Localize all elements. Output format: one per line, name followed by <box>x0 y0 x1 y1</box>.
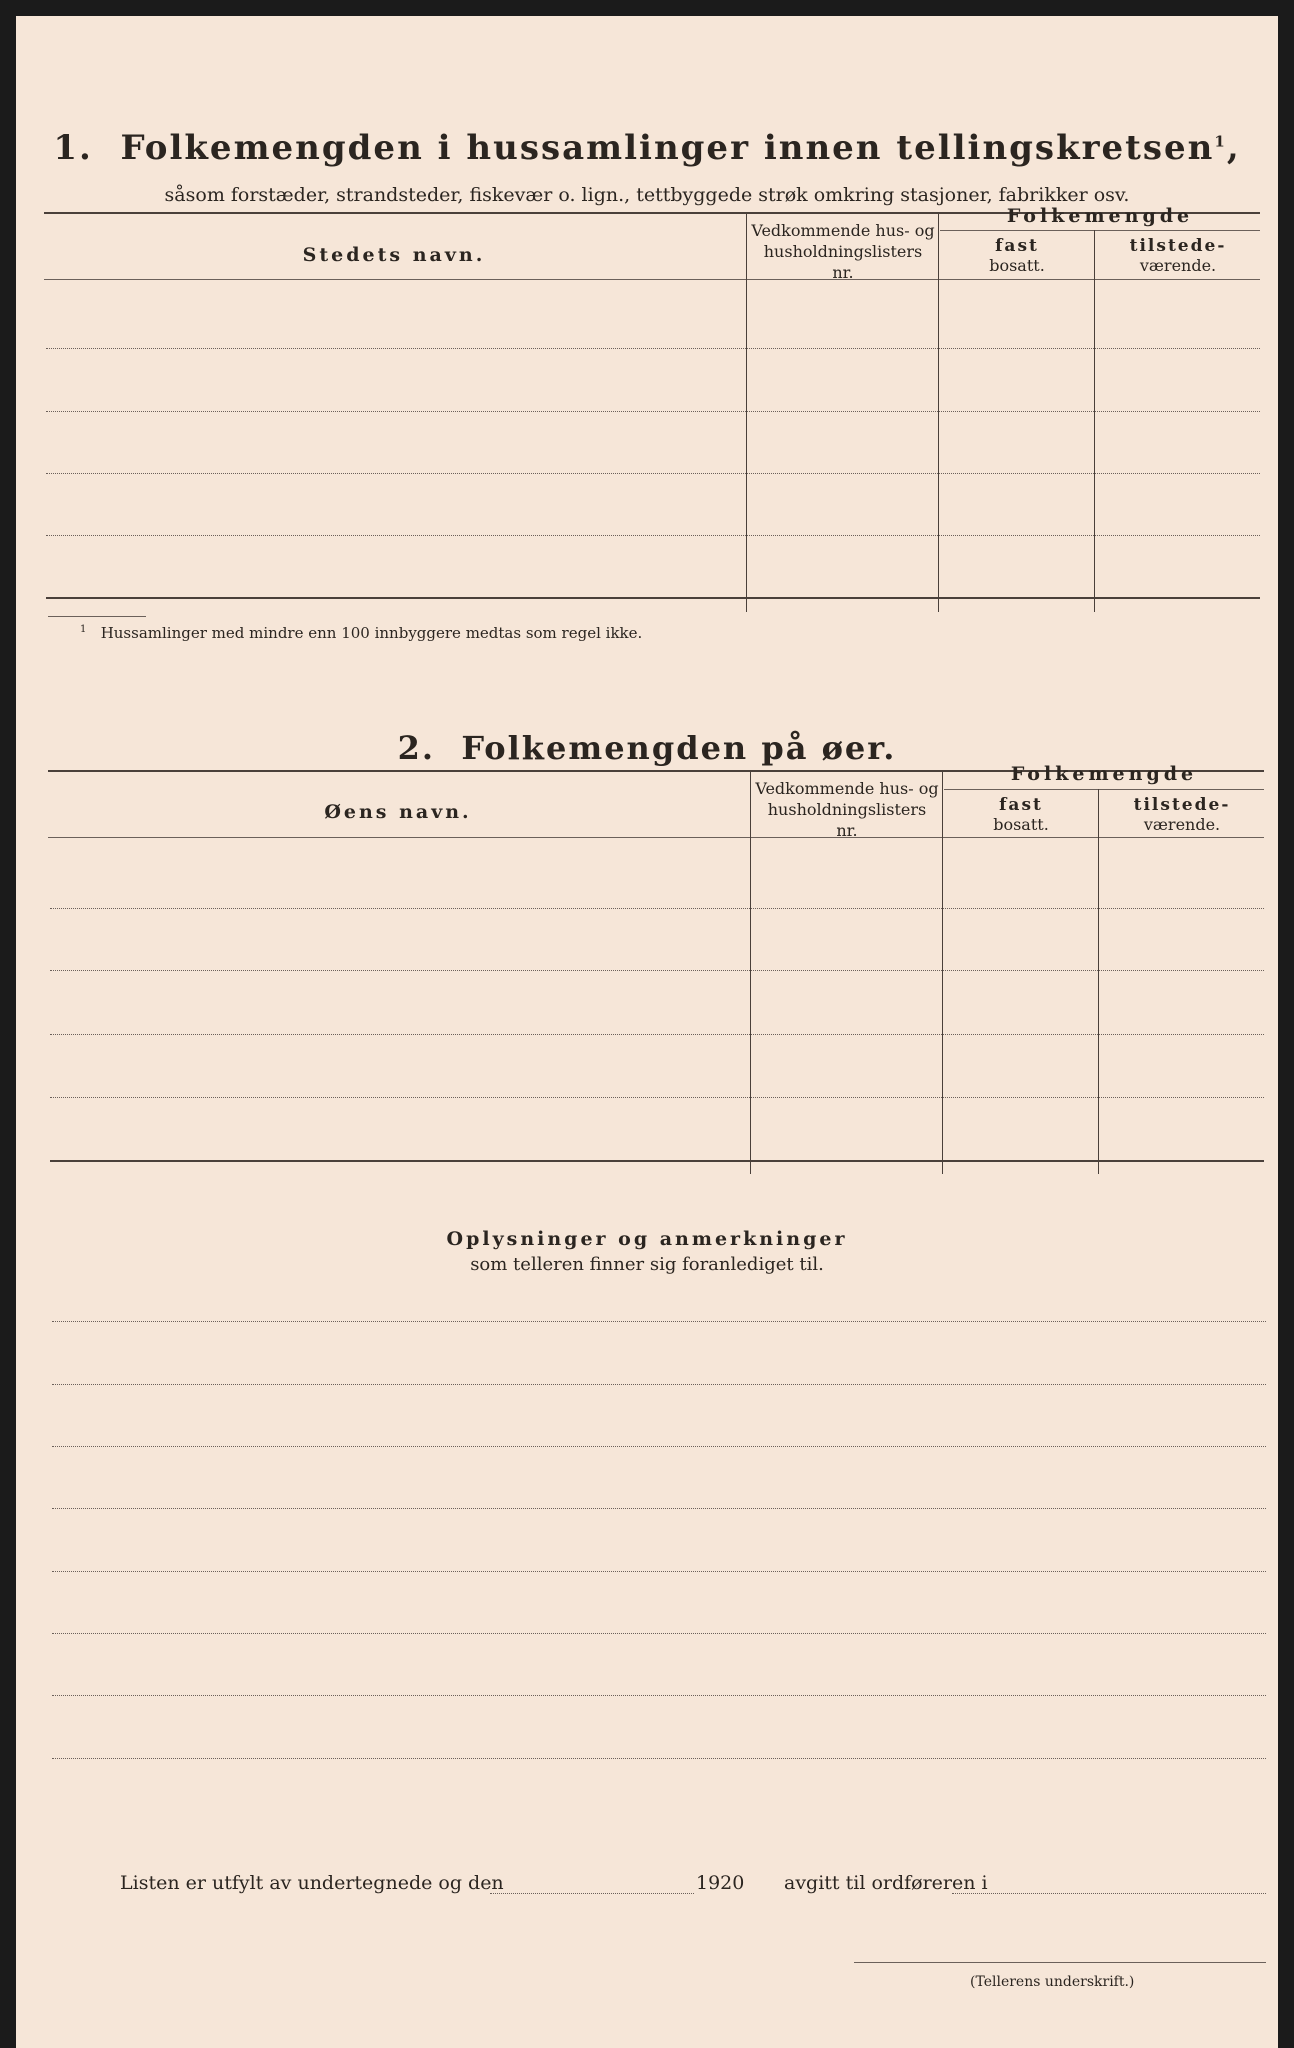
table2-col-fast <box>944 795 1098 835</box>
table1-col-fast <box>940 236 1094 276</box>
remarks-line <box>52 1508 1266 1509</box>
table2-row-line <box>50 1034 1264 1035</box>
table1-folk-rule <box>940 230 1260 231</box>
table1-col-list-line3: nr. <box>832 263 854 282</box>
table2-row-line <box>50 908 1264 909</box>
signature-text-after: avgitt til ordføreren i <box>784 1872 988 1894</box>
remarks-line <box>52 1758 1266 1759</box>
table1-col-folk: Folkemengde <box>1006 205 1194 227</box>
census-form-page <box>16 16 1278 2048</box>
table1-row-line <box>46 411 1260 412</box>
remarks-line <box>52 1384 1266 1385</box>
section1-title-trailing: , <box>1226 128 1241 168</box>
table2-col-folk: Folkemengde <box>1010 763 1198 785</box>
table2-col-divider-1 <box>750 770 751 1174</box>
table2-col-list <box>752 778 942 841</box>
table2-folk-rule <box>944 789 1264 790</box>
remarks-line <box>52 1446 1266 1447</box>
signature-text-before: Listen er utfylt av undertegnede og den <box>120 1872 504 1894</box>
table1-row-line <box>46 473 1260 474</box>
table1-row-line <box>46 348 1260 349</box>
remarks-line <box>52 1321 1266 1322</box>
table1-col-divider-3 <box>1094 230 1095 612</box>
section1-title-footnote-mark: 1 <box>1214 132 1227 151</box>
table2-col-name: Øens navn. <box>324 801 472 823</box>
remarks-line <box>52 1633 1266 1634</box>
section2-title-text: Folkemengden på øer. <box>461 729 897 767</box>
table1-col-list <box>748 220 938 283</box>
table1-col-divider-1 <box>746 212 747 612</box>
section1-subtitle: såsom forstæder, strandsteder, fiskevær o. lign., tettbyggede strøk omkring stasjoner, fabrikker osv. <box>164 184 1130 206</box>
footnote-text: Hussamlinger med mindre enn 100 innbyggere medtas som regel ikke. <box>100 624 643 642</box>
table1-col-divider-2 <box>938 212 939 612</box>
section2-number: 2. <box>397 729 436 767</box>
table1-col-fast-line1: fast <box>995 236 1039 256</box>
remarks-line <box>52 1695 1266 1696</box>
table2-col-list-line3: nr. <box>836 821 858 840</box>
table1-col-list-line1: Vedkommende hus- og <box>751 221 935 240</box>
table2-col-list-line2: husholdningslisters <box>767 800 927 819</box>
table2-col-list-line1: Vedkommende hus- og <box>755 779 939 798</box>
section2-title <box>16 729 1278 767</box>
remarks-subtitle: som telleren finner sig foranlediget til. <box>470 1254 824 1275</box>
remarks-line <box>52 1571 1266 1572</box>
table1-col-tilstede <box>1096 236 1260 276</box>
section1-footnote <box>80 624 642 642</box>
table1-header-rule <box>44 279 1260 280</box>
table2-col-fast-line2: bosatt. <box>993 815 1049 834</box>
signature-label: (Tellerens underskrift.) <box>970 1974 1135 1990</box>
signature-year: 1920 <box>696 1872 745 1894</box>
table1-bottom-rule <box>46 597 1260 599</box>
table2-col-divider-2 <box>942 770 943 1174</box>
table2-col-fast-line1: fast <box>999 795 1043 815</box>
municipality-fill-line <box>952 1893 1266 1894</box>
table2-header-rule <box>48 837 1264 838</box>
table2-col-tilstede-line2: værende. <box>1143 815 1221 834</box>
table2-bottom-rule <box>50 1160 1264 1162</box>
table1-row-line <box>46 535 1260 536</box>
section1-title-text: Folkemengden i hussamlinger innen tellingskretsen <box>120 128 1215 168</box>
section1-number: 1. <box>53 128 93 168</box>
table1-col-list-line2: husholdningslisters <box>763 242 923 261</box>
footnote-rule <box>48 616 146 617</box>
remarks-title: Oplysninger og anmerkninger <box>446 1228 848 1250</box>
date-fill-line <box>490 1893 694 1894</box>
section1-title <box>16 128 1278 168</box>
table2-col-divider-3 <box>1098 789 1099 1174</box>
table1-col-tilstede-line1: tilstede- <box>1129 236 1227 256</box>
signature-rule <box>854 1962 1266 1963</box>
table1-col-fast-line2: bosatt. <box>989 256 1045 275</box>
table2-col-tilstede <box>1100 795 1264 835</box>
table2-row-line <box>50 1097 1264 1098</box>
table1-col-tilstede-line2: værende. <box>1139 256 1217 275</box>
footnote-mark: 1 <box>80 624 87 635</box>
table2-col-tilstede-line1: tilstede- <box>1133 795 1231 815</box>
table1-col-name: Stedets navn. <box>302 244 486 266</box>
table2-row-line <box>50 970 1264 971</box>
